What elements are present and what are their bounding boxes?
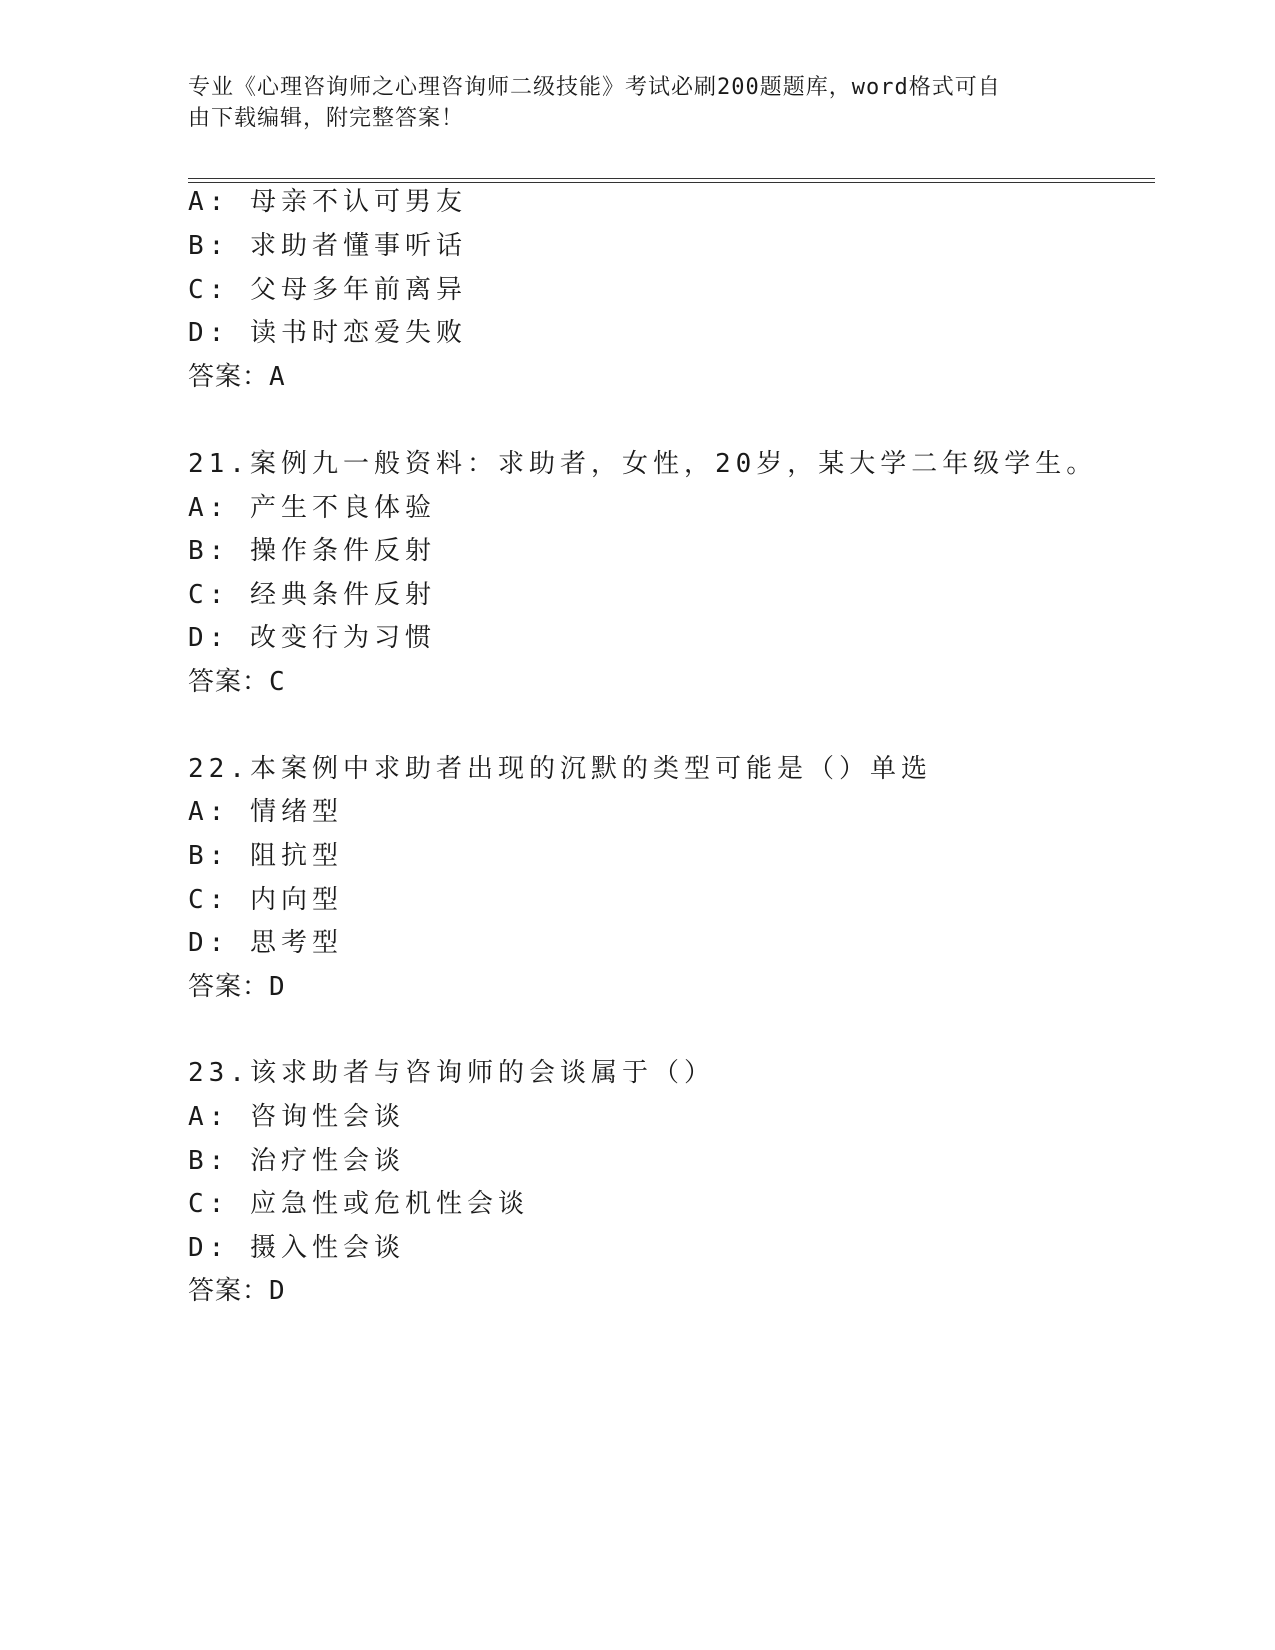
option-a: A: 母亲不认可男友 <box>188 187 467 217</box>
option-b: B: 阻抗型 <box>188 841 343 871</box>
option-b: B: 求助者懂事听话 <box>188 231 467 261</box>
answer-value: D <box>269 1276 286 1306</box>
option-c: C: 应急性或危机性会谈 <box>188 1189 529 1219</box>
answer-line <box>188 1275 286 1307</box>
answer-line <box>188 666 286 698</box>
document-header <box>188 72 1088 134</box>
answer-line <box>188 361 286 393</box>
answer-label: 答案： <box>188 667 270 697</box>
option-b: B: 治疗性会谈 <box>188 1146 405 1176</box>
header-divider <box>188 178 1155 183</box>
answer-value: C <box>269 667 286 697</box>
option-a: A: 情绪型 <box>188 797 343 827</box>
answer-label: 答案： <box>188 972 270 1002</box>
answer-label: 答案： <box>188 362 270 392</box>
answer-line <box>188 971 286 1003</box>
answer-value: A <box>269 362 286 392</box>
option-a: A: 咨询性会谈 <box>188 1102 405 1132</box>
option-d: D: 摄入性会谈 <box>188 1233 405 1263</box>
option-c: C: 父母多年前离异 <box>188 275 467 305</box>
option-d: D: 改变行为习惯 <box>188 623 436 653</box>
option-d: D: 思考型 <box>188 928 343 958</box>
question-stem: 23.该求助者与咨询师的会谈属于（） <box>188 1058 715 1088</box>
question-stem: 22.本案例中求助者出现的沉默的类型可能是（）单选 <box>188 754 932 784</box>
answer-label: 答案： <box>188 1276 270 1306</box>
option-b: B: 操作条件反射 <box>188 536 436 566</box>
option-d: D: 读书时恋爱失败 <box>188 318 467 348</box>
header-line-2: 由下载编辑，附完整答案！ <box>188 106 465 131</box>
answer-value: D <box>269 972 286 1002</box>
question-stem: 21.案例九一般资料：求助者，女性，20岁，某大学二年级学生。 <box>188 449 1098 479</box>
option-a: A: 产生不良体验 <box>188 493 436 523</box>
header-line-1: 专业《心理咨询师之心理咨询师二级技能》考试必刷200题题库，word格式可自 <box>188 75 1001 100</box>
option-c: C: 经典条件反射 <box>188 580 436 610</box>
option-c: C: 内向型 <box>188 885 343 915</box>
